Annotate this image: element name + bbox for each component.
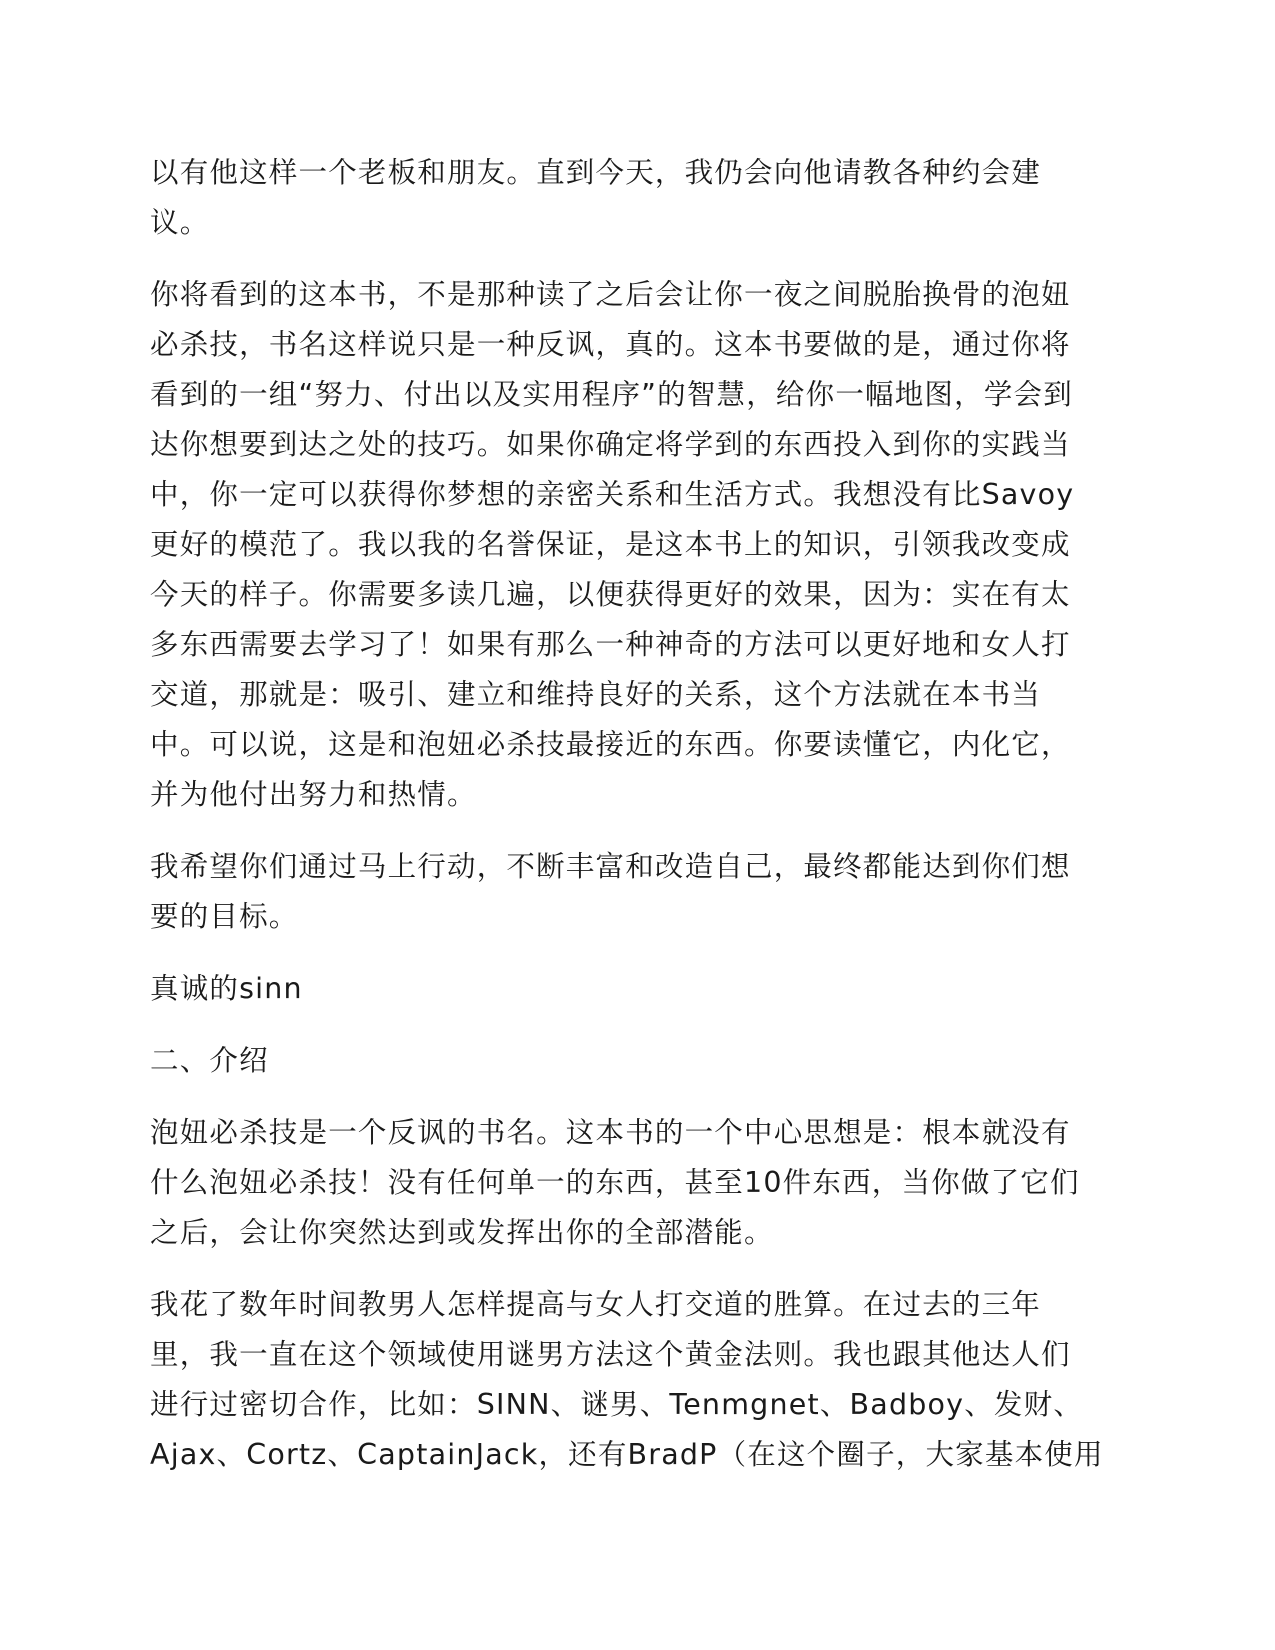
section-heading: 二、介绍	[150, 1044, 269, 1077]
paragraph-wish: 我希望你们通过马上行动，不断丰富和改造自己，最终都能达到你们想 要的目标。	[150, 850, 1071, 933]
signature-line: 真诚的sinn	[150, 972, 303, 1005]
document-page	[150, 148, 1125, 1502]
paragraph-intro-continuation: 以有他这样一个老板和朋友。直到今天，我仍会向他请教各种约会建 议。	[150, 156, 1042, 239]
paragraph-about-book: 你将看到的这本书，不是那种读了之后会让你一夜之间脱胎换骨的泡妞 必杀技，书名这样说只是一种反讽，真的。这本书要做的是，通过你将 看到的一组“努力、付出以及实用程序”的智慧，给你一幅地图，学会到 达你想要到达之处的技巧。如果你确定将学到的东西投入到你的实践当 中，你一定可以获得你梦想的亲密关系和生活方式。我想没有比Savoy 更好的模范了。我以我的名誉保证，是这本书上的知识，引领我改变成 今天的样子。你需要多读几遍，以便获得更好的效果，因为：实在有太 多东西需要去学习了！如果有那么一种神奇的方法可以更好地和女人打 交道，那就是：吸引、建立和维持良好的关系，这个方法就在本书当 中。可以说，这是和泡妞必杀技最接近的东西。你要读懂它，内化它， 并为他付出努力和热情。	[150, 278, 1075, 811]
paragraph-experience: 我花了数年时间教男人怎样提高与女人打交道的胜算。在过去的三年 里，我一直在这个领域使用谜男方法这个黄金法则。我也跟其他达人们 进行过密切合作，比如：SINN、谜男、Tenmgnet、Badboy、发财、 Ajax、Cortz、CaptainJack，还有BradP（在这个圈子，大家基本使用	[150, 1288, 1104, 1471]
paragraph-introduction: 泡妞必杀技是一个反讽的书名。这本书的一个中心思想是：根本就没有 什么泡妞必杀技！没有任何单一的东西，甚至10件东西，当你做了它们 之后，会让你突然达到或发挥出你的全部潜能。	[150, 1116, 1080, 1249]
